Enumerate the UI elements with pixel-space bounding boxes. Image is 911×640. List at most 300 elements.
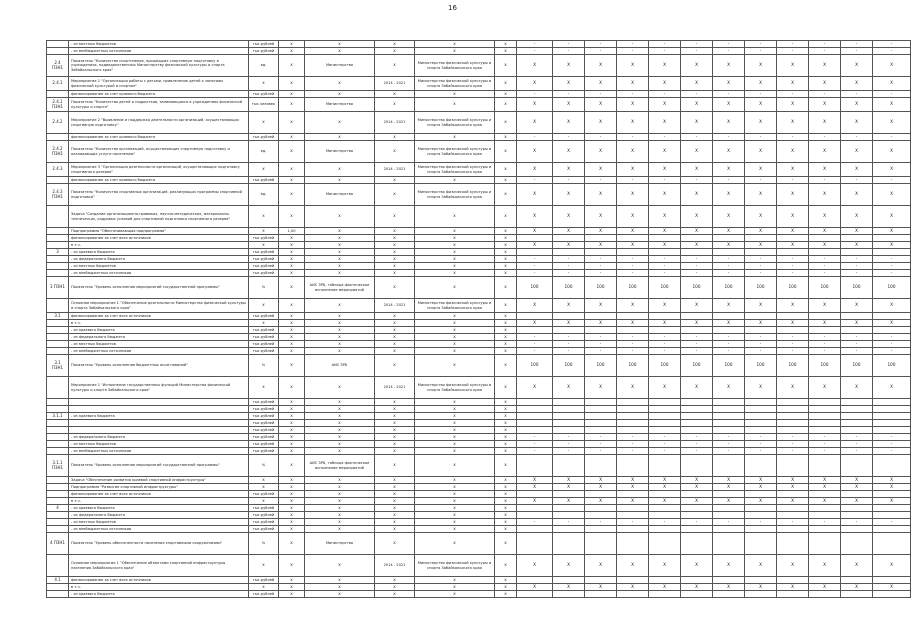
cell-base: Х	[279, 455, 305, 477]
cell-c8: Х	[495, 327, 517, 334]
cell-executor: АИС ЗРБ	[305, 355, 375, 377]
table-row	[47, 91, 911, 98]
cell-c7: Х	[415, 341, 495, 348]
table-row	[47, 249, 911, 256]
table-row	[47, 277, 911, 299]
cell-c19	[841, 313, 873, 320]
cell-c10	[553, 249, 585, 256]
cell-c7: Х	[415, 498, 495, 505]
cell-c16: 100	[745, 277, 777, 299]
cell-c13	[649, 413, 681, 420]
cell-c17	[777, 455, 809, 477]
cell-period: Х	[375, 270, 415, 277]
cell-description: - из местных бюджетов	[69, 263, 249, 270]
cell-c7: Х	[415, 348, 495, 355]
cell-c17: -	[777, 448, 809, 455]
cell-c17: -	[777, 263, 809, 270]
cell-unit: %	[249, 533, 279, 555]
cell-c19	[841, 406, 873, 413]
cell-c10: Х	[553, 555, 585, 577]
cell-c8: Х	[495, 249, 517, 256]
cell-c7: Х	[415, 270, 495, 277]
cell-c9: -	[517, 441, 553, 448]
cell-c15	[713, 512, 745, 519]
cell-c16: -	[745, 334, 777, 341]
cell-base: Х	[279, 270, 305, 277]
cell-c19: -	[841, 48, 873, 55]
cell-c20: -	[873, 177, 911, 184]
cell-c14	[681, 526, 713, 533]
cell-base: 1,00	[279, 228, 305, 235]
cell-c20	[873, 526, 911, 533]
cell-unit: Х	[249, 320, 279, 327]
cell-c16	[745, 427, 777, 434]
cell-c15: Х	[713, 498, 745, 505]
cell-period: 2014 - 2021	[375, 299, 415, 313]
cell-c10: -	[553, 91, 585, 98]
cell-c8: Х	[495, 228, 517, 235]
cell-c15: Х	[713, 377, 745, 399]
cell-c12: Х	[617, 206, 649, 228]
cell-c7: Х	[415, 448, 495, 455]
cell-c15: -	[713, 41, 745, 48]
cell-c13: Х	[649, 141, 681, 163]
cell-c11: Х	[585, 55, 617, 77]
cell-unit: тыс.рублей	[249, 341, 279, 348]
cell-c15: -	[713, 256, 745, 263]
cell-c7: Х	[415, 263, 495, 270]
cell-c7: Министерство физической культуры и спорта Забайкальского края	[415, 112, 495, 134]
cell-c20	[873, 399, 911, 406]
cell-executor: Х	[305, 406, 375, 413]
cell-c13: -	[649, 177, 681, 184]
cell-c10: -	[553, 519, 585, 526]
cell-executor: Х	[305, 498, 375, 505]
cell-c7: Х	[415, 134, 495, 141]
cell-code: 4.1	[47, 577, 69, 584]
cell-c19: -	[841, 441, 873, 448]
cell-c15: Х	[713, 77, 745, 91]
cell-executor: Министерство	[305, 55, 375, 77]
cell-base: Х	[279, 519, 305, 526]
cell-c13	[649, 512, 681, 519]
table-row	[47, 526, 911, 533]
cell-period: Х	[375, 448, 415, 455]
cell-c16: -	[745, 48, 777, 55]
cell-code	[47, 270, 69, 277]
cell-c8: Х	[495, 533, 517, 555]
cell-c20: Х	[873, 98, 911, 112]
cell-unit: Х	[249, 242, 279, 249]
cell-c9	[517, 420, 553, 427]
cell-c11: -	[585, 434, 617, 441]
cell-c9: -	[517, 256, 553, 263]
cell-c11: Х	[585, 498, 617, 505]
cell-period: Х	[375, 526, 415, 533]
cell-executor: Х	[305, 206, 375, 228]
cell-c11: -	[585, 341, 617, 348]
table-row	[47, 235, 911, 242]
cell-c17	[777, 512, 809, 519]
cell-c13	[649, 327, 681, 334]
cell-c19	[841, 491, 873, 498]
cell-period: Х	[375, 491, 415, 498]
cell-executor: Х	[305, 134, 375, 141]
cell-executor: Х	[305, 377, 375, 399]
table-row	[47, 242, 911, 249]
cell-c14: -	[681, 177, 713, 184]
cell-period: Х	[375, 48, 415, 55]
cell-c20	[873, 455, 911, 477]
cell-c15: Х	[713, 228, 745, 235]
cell-description: - из местных бюджетов	[69, 441, 249, 448]
cell-c8: Х	[495, 256, 517, 263]
cell-executor: Х	[305, 399, 375, 406]
cell-period: Х	[375, 327, 415, 334]
cell-unit: Х	[249, 584, 279, 591]
cell-c15: -	[713, 441, 745, 448]
cell-description: Мероприятие 1 "Исполнение государственных функций Министерства физической культуры и спорта Забайкальского края"	[69, 377, 249, 399]
cell-c11	[585, 406, 617, 413]
cell-c17: Х	[777, 141, 809, 163]
cell-code	[47, 48, 69, 55]
cell-c15	[713, 591, 745, 598]
cell-period: Х	[375, 420, 415, 427]
cell-base: Х	[279, 420, 305, 427]
cell-code: 2.4.2 П3Н1	[47, 141, 69, 163]
cell-unit: тыс.рублей	[249, 399, 279, 406]
cell-c13: -	[649, 519, 681, 526]
cell-c12	[617, 533, 649, 555]
cell-c12: Х	[617, 163, 649, 177]
cell-c17: Х	[777, 555, 809, 577]
cell-c19: -	[841, 134, 873, 141]
cell-c10: -	[553, 256, 585, 263]
cell-c13	[649, 420, 681, 427]
cell-c16: -	[745, 270, 777, 277]
cell-executor: Х	[305, 91, 375, 98]
cell-c16: -	[745, 41, 777, 48]
cell-c14: -	[681, 341, 713, 348]
cell-c14: Х	[681, 184, 713, 206]
cell-c20	[873, 577, 911, 584]
cell-c19	[841, 420, 873, 427]
table-row	[47, 299, 911, 313]
cell-c15: Х	[713, 55, 745, 77]
cell-c17: Х	[777, 242, 809, 249]
cell-c18	[809, 455, 841, 477]
cell-c7: Х	[415, 434, 495, 441]
cell-c8: Х	[495, 141, 517, 163]
cell-c20: Х	[873, 228, 911, 235]
cell-c12: Х	[617, 498, 649, 505]
cell-c9: Х	[517, 98, 553, 112]
cell-c13	[649, 533, 681, 555]
cell-c19: Х	[841, 555, 873, 577]
table-row	[47, 228, 911, 235]
cell-c13	[649, 313, 681, 320]
cell-c16: Х	[745, 555, 777, 577]
cell-c16: Х	[745, 498, 777, 505]
cell-c9	[517, 413, 553, 420]
cell-base: Х	[279, 235, 305, 242]
cell-base: Х	[279, 320, 305, 327]
cell-code: 3 ПЗН1	[47, 277, 69, 299]
cell-c18	[809, 313, 841, 320]
cell-executor: Х	[305, 313, 375, 320]
cell-period: Х	[375, 55, 415, 77]
cell-c13: Х	[649, 484, 681, 491]
cell-c19	[841, 235, 873, 242]
cell-c8: Х	[495, 448, 517, 455]
cell-description: - из краевого бюджета	[69, 505, 249, 512]
cell-base: Х	[279, 591, 305, 598]
cell-c17: Х	[777, 184, 809, 206]
cell-c14	[681, 420, 713, 427]
table-row	[47, 163, 911, 177]
cell-executor: Х	[305, 112, 375, 134]
cell-c14	[681, 249, 713, 256]
cell-c13: Х	[649, 320, 681, 327]
cell-c12: Х	[617, 228, 649, 235]
cell-description: - из внебюджетных источников	[69, 48, 249, 55]
cell-base: Х	[279, 98, 305, 112]
cell-c16	[745, 235, 777, 242]
cell-unit: тыс.рублей	[249, 177, 279, 184]
table-row	[47, 555, 911, 577]
page-number: 16	[448, 4, 457, 12]
cell-period: Х	[375, 91, 415, 98]
cell-code: 3	[47, 249, 69, 256]
cell-code	[47, 377, 69, 399]
cell-c13	[649, 399, 681, 406]
cell-c17: -	[777, 91, 809, 98]
cell-base: Х	[279, 334, 305, 341]
cell-executor: Х	[305, 270, 375, 277]
cell-code	[47, 526, 69, 533]
cell-c8: Х	[495, 355, 517, 377]
cell-c20: -	[873, 134, 911, 141]
cell-code: 2.4.3	[47, 163, 69, 177]
cell-c12	[617, 577, 649, 584]
cell-c15	[713, 399, 745, 406]
cell-unit: Х	[249, 112, 279, 134]
cell-c15: Х	[713, 555, 745, 577]
cell-executor: Х	[305, 491, 375, 498]
cell-c9: Х	[517, 206, 553, 228]
cell-c18: -	[809, 41, 841, 48]
cell-c16	[745, 313, 777, 320]
cell-executor: Х	[305, 577, 375, 584]
cell-c11: Х	[585, 484, 617, 491]
cell-c11: Х	[585, 141, 617, 163]
cell-c19: Х	[841, 206, 873, 228]
table-row	[47, 355, 911, 377]
cell-code: 4	[47, 505, 69, 512]
cell-c19	[841, 399, 873, 406]
cell-c11: Х	[585, 77, 617, 91]
cell-c9: -	[517, 434, 553, 441]
cell-c8: Х	[495, 420, 517, 427]
cell-base: Х	[279, 491, 305, 498]
cell-base: Х	[279, 399, 305, 406]
cell-c13	[649, 427, 681, 434]
cell-base: Х	[279, 177, 305, 184]
cell-description: финансирование за счет краевого бюджета	[69, 177, 249, 184]
cell-c17: Х	[777, 228, 809, 235]
cell-c18: Х	[809, 484, 841, 491]
cell-c17	[777, 577, 809, 584]
cell-c7: Х	[415, 406, 495, 413]
cell-description: в т.ч.	[69, 498, 249, 505]
cell-c12: -	[617, 134, 649, 141]
cell-c11: -	[585, 519, 617, 526]
cell-executor: Х	[305, 526, 375, 533]
cell-c20: 100	[873, 277, 911, 299]
cell-c17	[777, 420, 809, 427]
cell-c11	[585, 491, 617, 498]
cell-period: Х	[375, 256, 415, 263]
cell-c8: Х	[495, 498, 517, 505]
cell-c20: -	[873, 441, 911, 448]
cell-executor: АИС ЗРБ, таблица фактическое исполнение мероприятий	[305, 277, 375, 299]
cell-unit: тыс.рублей	[249, 512, 279, 519]
cell-unit: тыс.рублей	[249, 235, 279, 242]
table-row	[47, 320, 911, 327]
cell-c15	[713, 505, 745, 512]
cell-description: Мероприятие 1 "Организация работы с детьми, привлечение детей к занятиям физической культурой и спортом"	[69, 77, 249, 91]
cell-period: Х	[375, 355, 415, 377]
cell-c9: -	[517, 448, 553, 455]
cell-unit: ед.	[249, 141, 279, 163]
cell-description: Показатель "Уровень исполнения мероприятий государственной программы"	[69, 277, 249, 299]
cell-c12: Х	[617, 242, 649, 249]
cell-c18: -	[809, 134, 841, 141]
cell-c16: Х	[745, 141, 777, 163]
cell-c13: Х	[649, 377, 681, 399]
cell-c8: Х	[495, 184, 517, 206]
cell-c10: Х	[553, 98, 585, 112]
cell-c20: Х	[873, 242, 911, 249]
cell-c9	[517, 455, 553, 477]
cell-c19: Х	[841, 484, 873, 491]
cell-description: Показатель "Количество детей и подростков, занимающихся в учреждениях физической культуры и спорта"	[69, 98, 249, 112]
table-row	[47, 377, 911, 399]
cell-c14: Х	[681, 555, 713, 577]
cell-code	[47, 406, 69, 413]
cell-c20: -	[873, 434, 911, 441]
cell-c9	[517, 591, 553, 598]
cell-c20	[873, 249, 911, 256]
cell-executor: АИС ЗРБ, таблица фактическое исполнение мероприятий	[305, 455, 375, 477]
cell-c8: Х	[495, 491, 517, 498]
cell-c16: -	[745, 341, 777, 348]
cell-description: - из местных бюджетов	[69, 41, 249, 48]
table-row	[47, 491, 911, 498]
cell-c15: Х	[713, 141, 745, 163]
cell-c13: Х	[649, 98, 681, 112]
cell-code: 3.1.1 П3Н1	[47, 455, 69, 477]
cell-c19: Х	[841, 242, 873, 249]
cell-c7: Министерство физической культуры и спорта Забайкальского края	[415, 55, 495, 77]
cell-c18: -	[809, 434, 841, 441]
cell-executor: Х	[305, 48, 375, 55]
cell-c8: Х	[495, 434, 517, 441]
cell-c8: Х	[495, 505, 517, 512]
cell-c19: Х	[841, 77, 873, 91]
cell-c20: -	[873, 91, 911, 98]
table-row	[47, 484, 911, 491]
cell-c16	[745, 512, 777, 519]
cell-unit: тыс.рублей	[249, 134, 279, 141]
cell-c20	[873, 406, 911, 413]
table-row	[47, 406, 911, 413]
cell-c20: -	[873, 41, 911, 48]
cell-c16: Х	[745, 184, 777, 206]
cell-c17: -	[777, 434, 809, 441]
cell-c10: Х	[553, 377, 585, 399]
cell-c18	[809, 399, 841, 406]
cell-c17	[777, 327, 809, 334]
cell-executor: Х	[305, 242, 375, 249]
cell-c20: Х	[873, 584, 911, 591]
cell-c19	[841, 505, 873, 512]
cell-description: - из краевого бюджета	[69, 413, 249, 420]
cell-c8: Х	[495, 377, 517, 399]
cell-code	[47, 235, 69, 242]
cell-unit: тыс.рублей	[249, 48, 279, 55]
cell-c14	[681, 235, 713, 242]
cell-c8: Х	[495, 334, 517, 341]
cell-c14	[681, 491, 713, 498]
cell-c14: Х	[681, 77, 713, 91]
cell-c9	[517, 313, 553, 320]
cell-c10	[553, 399, 585, 406]
cell-c13: -	[649, 334, 681, 341]
cell-c18	[809, 420, 841, 427]
cell-c18	[809, 505, 841, 512]
cell-c12: Х	[617, 77, 649, 91]
cell-c11	[585, 420, 617, 427]
table-row	[47, 441, 911, 448]
cell-c13: Х	[649, 555, 681, 577]
cell-c11: -	[585, 48, 617, 55]
cell-c7: Х	[415, 242, 495, 249]
cell-c7: Х	[415, 512, 495, 519]
cell-c16: Х	[745, 477, 777, 484]
cell-period: Х	[375, 41, 415, 48]
cell-c19: Х	[841, 184, 873, 206]
table-row	[47, 48, 911, 55]
cell-base: Х	[279, 327, 305, 334]
cell-unit: тыс.рублей	[249, 256, 279, 263]
cell-c15: -	[713, 519, 745, 526]
cell-c7: Х	[415, 277, 495, 299]
table-row	[47, 206, 911, 228]
cell-period: Х	[375, 399, 415, 406]
cell-c9: Х	[517, 163, 553, 177]
cell-c19: -	[841, 341, 873, 348]
cell-c14: -	[681, 334, 713, 341]
cell-c11: Х	[585, 377, 617, 399]
cell-c14: Х	[681, 377, 713, 399]
cell-c18	[809, 512, 841, 519]
cell-c10	[553, 577, 585, 584]
cell-c11	[585, 455, 617, 477]
cell-period: Х	[375, 484, 415, 491]
cell-c13	[649, 577, 681, 584]
cell-c11	[585, 235, 617, 242]
